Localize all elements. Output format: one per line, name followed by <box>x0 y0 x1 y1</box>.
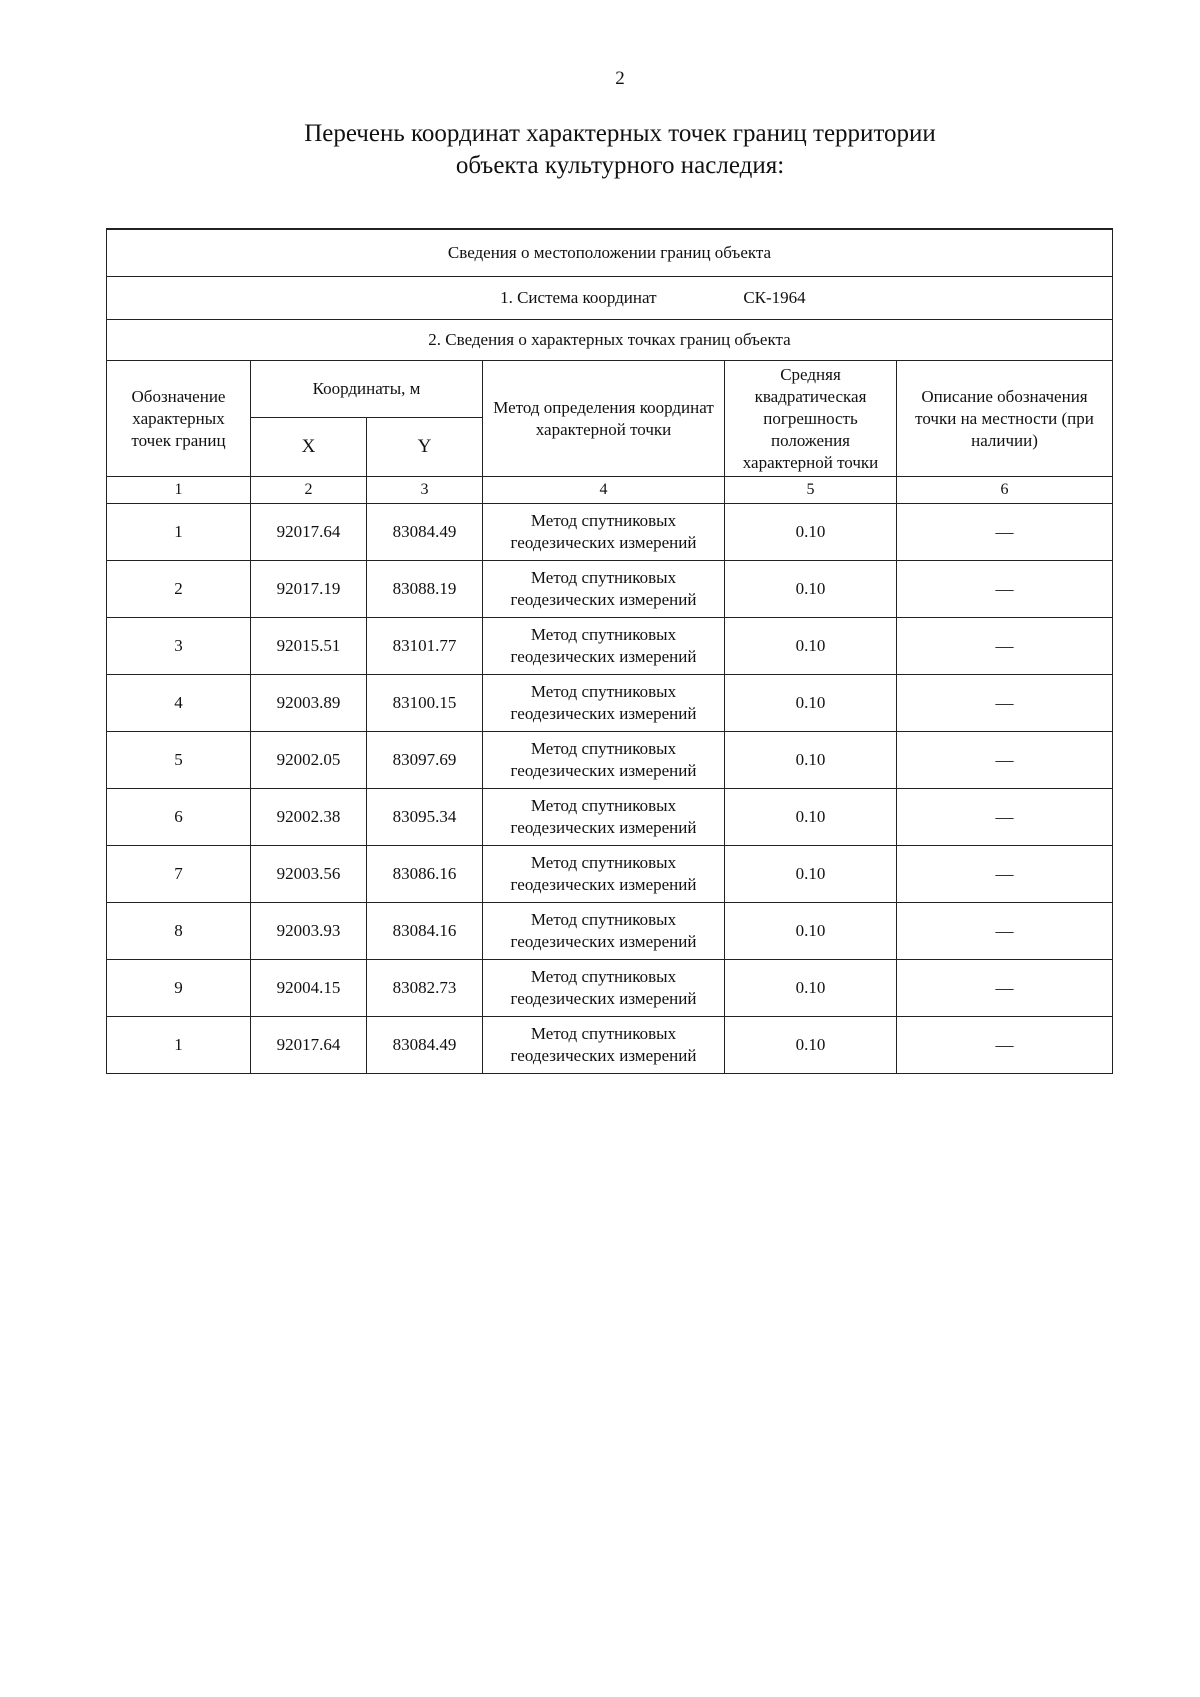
table-row <box>107 1017 1113 1074</box>
cell-method: Метод спутниковых геодезических измерений <box>483 846 725 903</box>
cell-method: Метод спутниковых геодезических измерений <box>483 960 725 1017</box>
cell-error: 0.10 <box>725 960 897 1017</box>
cell-error: 0.10 <box>725 789 897 846</box>
cell-y: 83084.49 <box>367 504 483 561</box>
cell-point: 9 <box>107 960 251 1017</box>
column-number: 5 <box>725 477 897 504</box>
cell-description: — <box>897 561 1113 618</box>
cell-y: 83097.69 <box>367 732 483 789</box>
cell-error: 0.10 <box>725 618 897 675</box>
title-line-2: объекта культурного наследия: <box>455 152 785 179</box>
header-x: X <box>251 418 367 477</box>
cell-y: 83084.49 <box>367 1017 483 1074</box>
cell-description: — <box>897 846 1113 903</box>
table-header <box>107 361 1113 477</box>
title-line-1: Перечень координат характерных точек границ территории <box>304 120 936 147</box>
table-caption-row <box>107 229 1113 277</box>
table-row <box>107 732 1113 789</box>
table-row <box>107 675 1113 732</box>
document-title <box>0 118 1200 182</box>
coordinate-system-label: 1. Система координат <box>500 288 657 307</box>
cell-x: 92017.64 <box>251 504 367 561</box>
coordinates-table <box>106 228 1113 1074</box>
cell-error: 0.10 <box>725 561 897 618</box>
cell-method: Метод спутниковых геодезических измерений <box>483 903 725 960</box>
header-error: Средняя квадратическая погрешность положения характерной точки <box>725 361 897 477</box>
section-label: 2. Сведения о характерных точках границ объекта <box>107 320 1113 361</box>
cell-description: — <box>897 675 1113 732</box>
cell-method: Метод спутниковых геодезических измерений <box>483 675 725 732</box>
header-coords: Координаты, м <box>251 361 483 418</box>
cell-point: 8 <box>107 903 251 960</box>
cell-y: 83082.73 <box>367 960 483 1017</box>
cell-x: 92004.15 <box>251 960 367 1017</box>
cell-error: 0.10 <box>725 846 897 903</box>
cell-description: — <box>897 732 1113 789</box>
column-number: 2 <box>251 477 367 504</box>
cell-x: 92017.64 <box>251 1017 367 1074</box>
cell-x: 92002.38 <box>251 789 367 846</box>
cell-description: — <box>897 618 1113 675</box>
cell-y: 83088.19 <box>367 561 483 618</box>
table-row <box>107 903 1113 960</box>
column-number: 4 <box>483 477 725 504</box>
cell-point: 1 <box>107 504 251 561</box>
cell-x: 92003.89 <box>251 675 367 732</box>
column-number: 6 <box>897 477 1113 504</box>
table-body <box>107 504 1113 1074</box>
coordinate-system-value: СК-1964 <box>743 288 806 307</box>
cell-x: 92003.56 <box>251 846 367 903</box>
cell-y: 83084.16 <box>367 903 483 960</box>
page-number: 2 <box>615 68 625 89</box>
cell-description: — <box>897 1017 1113 1074</box>
cell-point: 3 <box>107 618 251 675</box>
cell-x: 92015.51 <box>251 618 367 675</box>
cell-method: Метод спутниковых геодезических измерений <box>483 504 725 561</box>
cell-error: 0.10 <box>725 903 897 960</box>
section-row <box>107 320 1113 361</box>
header-description: Описание обозначения точки на местности (при наличии) <box>897 361 1113 477</box>
table-row <box>107 789 1113 846</box>
cell-description: — <box>897 960 1113 1017</box>
cell-method: Метод спутниковых геодезических измерений <box>483 789 725 846</box>
cell-point: 1 <box>107 1017 251 1074</box>
cell-y: 83086.16 <box>367 846 483 903</box>
cell-x: 92002.05 <box>251 732 367 789</box>
coordinate-system-row <box>107 277 1113 320</box>
cell-x: 92017.19 <box>251 561 367 618</box>
table-row <box>107 561 1113 618</box>
column-numbers-row <box>107 477 1113 504</box>
column-number: 3 <box>367 477 483 504</box>
header-method: Метод определения координат характерной точки <box>483 361 725 477</box>
cell-point: 4 <box>107 675 251 732</box>
table-row <box>107 618 1113 675</box>
cell-point: 5 <box>107 732 251 789</box>
cell-method: Метод спутниковых геодезических измерений <box>483 561 725 618</box>
cell-error: 0.10 <box>725 732 897 789</box>
column-number: 1 <box>107 477 251 504</box>
cell-x: 92003.93 <box>251 903 367 960</box>
table-row <box>107 504 1113 561</box>
table-row <box>107 960 1113 1017</box>
cell-point: 6 <box>107 789 251 846</box>
cell-method: Метод спутниковых геодезических измерений <box>483 1017 725 1074</box>
cell-description: — <box>897 903 1113 960</box>
table-caption: Сведения о местоположении границ объекта <box>107 229 1113 277</box>
cell-y: 83101.77 <box>367 618 483 675</box>
cell-method: Метод спутниковых геодезических измерений <box>483 618 725 675</box>
cell-method: Метод спутниковых геодезических измерений <box>483 732 725 789</box>
cell-error: 0.10 <box>725 504 897 561</box>
table-row <box>107 846 1113 903</box>
cell-y: 83100.15 <box>367 675 483 732</box>
header-y: Y <box>367 418 483 477</box>
cell-description: — <box>897 789 1113 846</box>
header-point: Обозначение характерных точек границ <box>107 361 251 477</box>
cell-error: 0.10 <box>725 675 897 732</box>
cell-y: 83095.34 <box>367 789 483 846</box>
cell-error: 0.10 <box>725 1017 897 1074</box>
cell-point: 7 <box>107 846 251 903</box>
cell-point: 2 <box>107 561 251 618</box>
cell-description: — <box>897 504 1113 561</box>
